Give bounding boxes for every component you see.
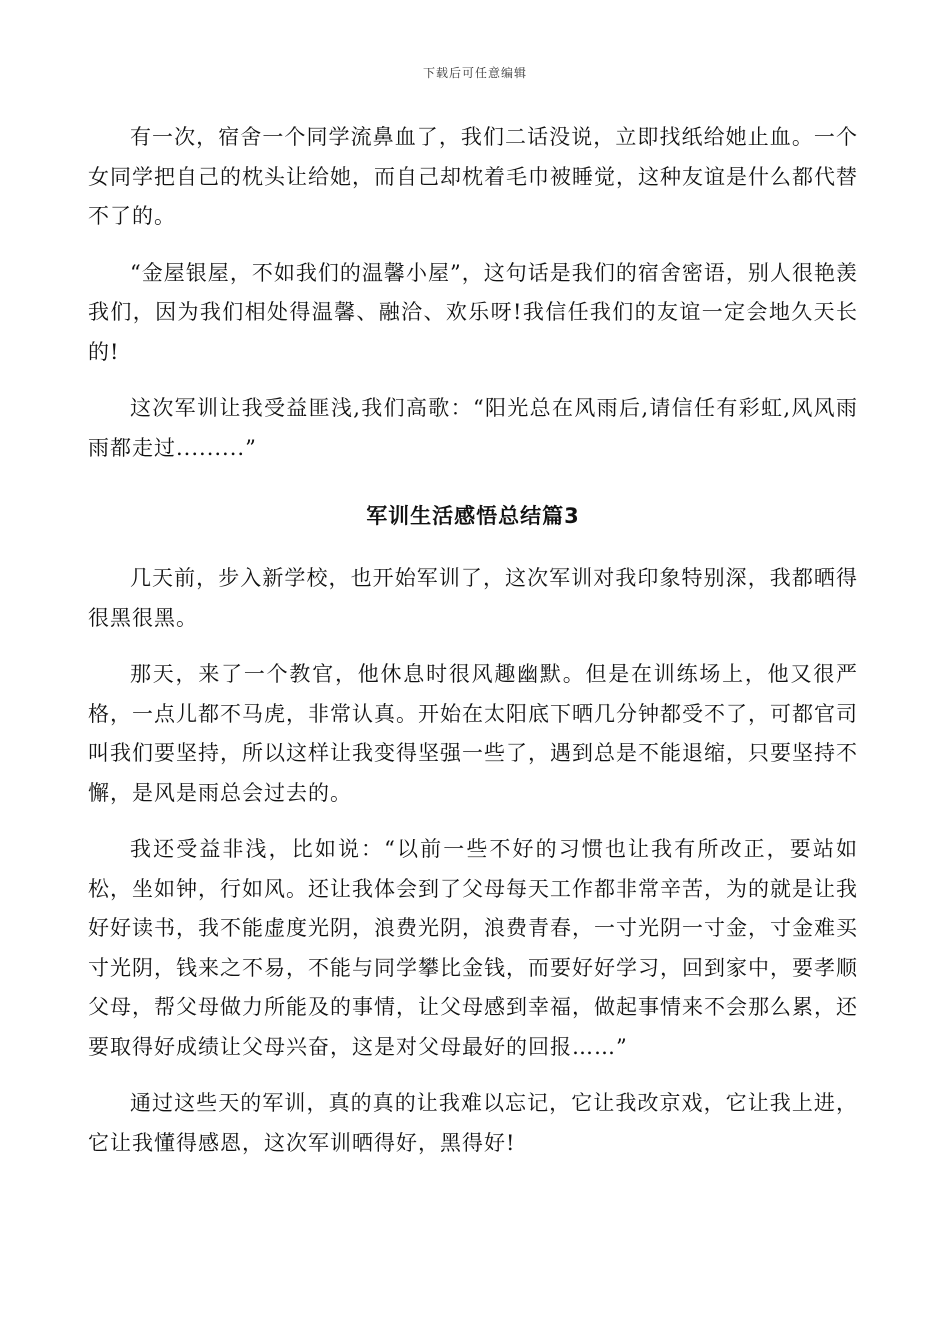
paragraph: 我还受益非浅，比如说：“以前一些不好的习惯也让我有所改正，要站如松，坐如钟，行如风。还让我体会到了父母每天工作都非常辛苦，为的就是让我好好读书，我不能虚度光阴，浪费光阴，浪费青春，一寸光阴一寸金，寸金难买寸光阴，钱来之不易，不能与同学攀比金钱，而要好好学习，回到家中，要孝顺父母，帮父母做力所能及的事情，让父母感到幸福，做起事情来不会那么累，还要取得好成绩让父母兴奋，这是对父母最好的回报……” xyxy=(88,837,858,1059)
paragraph: 几天前，步入新学校，也开始军训了，这次军训对我印象特别深，我都晒得很黑很黑。 xyxy=(88,566,858,630)
paragraph: “金屋银屋，不如我们的温馨小屋”，这句话是我们的宿舍密语，别人很艳羡我们，因为我们相处得温馨、融洽、欢乐呀!我信任我们的友谊一定会地久天长的! xyxy=(88,260,858,364)
section-heading: 军训生活感悟总结篇3 xyxy=(366,504,580,528)
paragraph: 通过这些天的军训，真的真的让我难以忘记，它让我改京戏，它让我上进，它让我懂得感恩，这次军训晒得好，黑得好! xyxy=(88,1091,858,1155)
document-body xyxy=(88,118,858,1180)
paragraph: 有一次，宿舍一个同学流鼻血了，我们二话没说，立即找纸给她止血。一个女同学把自己的枕头让给她，而自己却枕着毛巾被睡觉，这种友谊是什么都代替不了的。 xyxy=(88,125,858,228)
paragraph: 那天，来了一个教官，他休息时很风趣幽默。但是在训练场上，他又很严格，一点儿都不马虎，非常认真。开始在太阳底下晒几分钟都受不了，可都官司叫我们要坚持，所以这样让我变得坚强一些了，遇到总是不能退缩，只要坚持不懈，是风是雨总会过去的。 xyxy=(88,662,858,805)
header-note: 下载后可任意编辑 xyxy=(422,66,527,80)
paragraph: 这次军训让我受益匪浅,我们高歌：“阳光总在风雨后,请信任有彩虹,风风雨雨都走过.........” xyxy=(88,396,858,460)
